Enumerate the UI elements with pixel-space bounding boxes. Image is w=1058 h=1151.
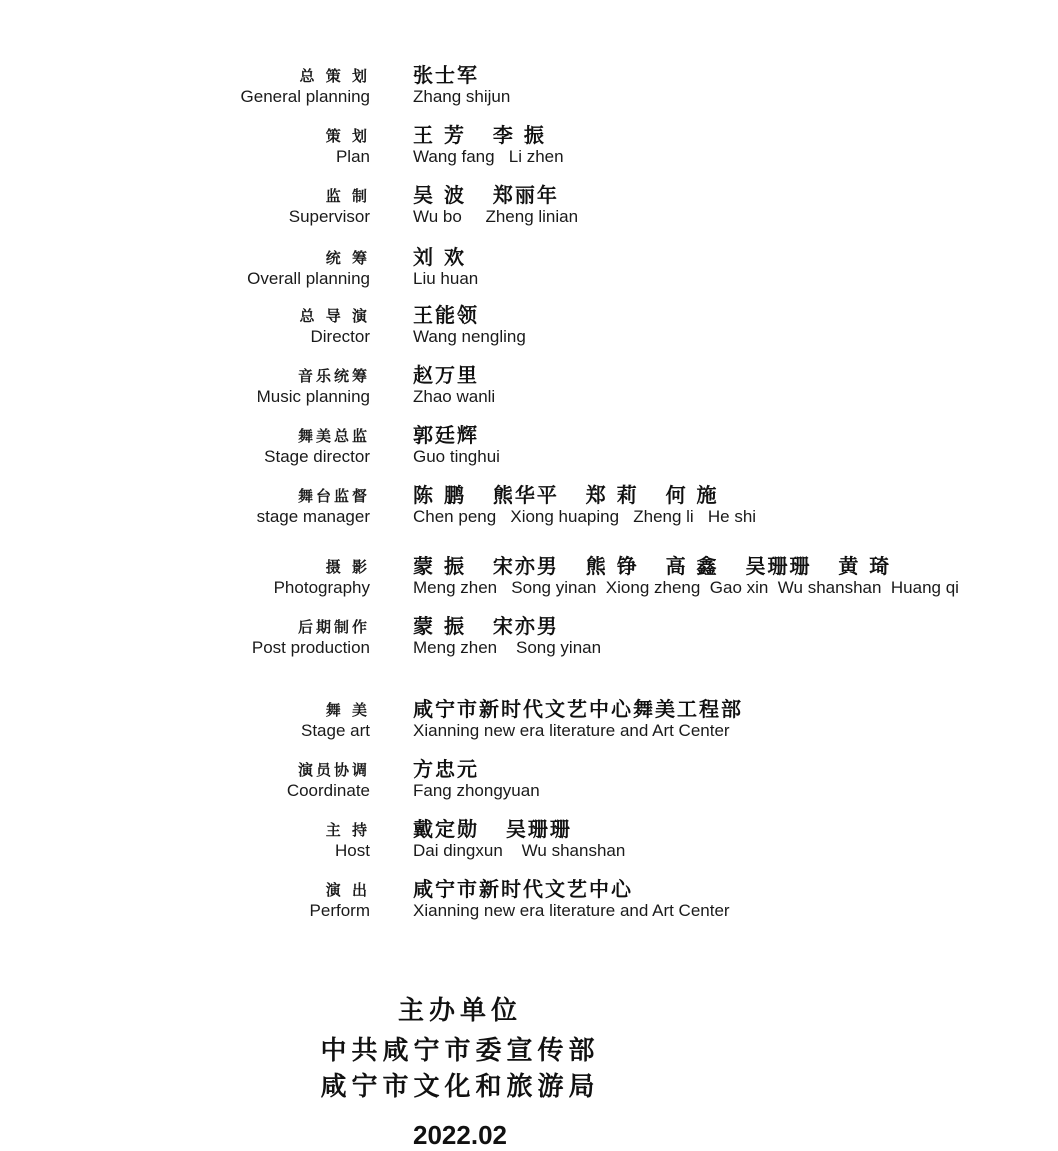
name-english: Guo tinghui [413,447,500,466]
name-chinese: 王能领 [413,303,479,327]
name-english: Dai dingxun Wu shanshan [413,841,626,860]
sponsor-heading: 主办单位 [397,996,522,1026]
role-chinese: 舞 美 [325,701,370,719]
name-chinese: 王 芳 李 振 [413,123,546,147]
credit-row-general-planning [0,65,1058,117]
role-chinese: 策 划 [325,127,370,145]
name-chinese: 咸宁市新时代文艺中心舞美工程部 [413,697,743,721]
name-chinese: 张士军 [413,63,479,87]
name-english: Fang zhongyuan [413,781,540,800]
role-english: Director [310,327,370,346]
role-english: Photography [273,578,370,597]
credit-row-photography [0,556,1058,608]
role-english: Host [335,841,370,860]
name-chinese: 蒙 振 宋亦男 熊 铮 高 鑫 吴珊珊 黄 琦 [413,554,892,578]
date-label: 2022.02 [413,1120,507,1150]
name-chinese: 赵万里 [413,363,479,387]
role-chinese: 演员协调 [297,761,370,779]
credit-row-post-production [0,616,1058,668]
name-english: Xianning new era literature and Art Center [413,721,730,740]
name-chinese: 陈 鹏 熊华平 郑 莉 何 施 [413,483,719,507]
role-chinese: 主 持 [325,821,370,839]
name-chinese: 方忠元 [413,757,479,781]
role-english: Stage director [264,447,370,466]
name-chinese: 郭廷辉 [413,423,479,447]
name-english: Wu bo Zheng linian [413,207,579,226]
credit-row-stage-art [0,699,1058,751]
sponsor-organization-culture-tourism: 咸宁市文化和旅游局 [320,1072,600,1102]
role-english: Perform [309,901,370,920]
credit-row-supervisor [0,185,1058,237]
role-english: Coordinate [286,781,370,800]
role-english: General planning [240,87,370,106]
role-english: Music planning [256,387,370,406]
credit-row-music-planning [0,365,1058,417]
credit-row-stage-director [0,425,1058,477]
name-chinese: 吴 波 郑丽年 [413,183,559,207]
sponsor-organization-publicity: 中共咸宁市委宣传部 [320,1036,600,1066]
credit-row-coordinate [0,759,1058,811]
role-chinese: 摄 影 [325,558,370,576]
role-chinese: 舞美总监 [297,427,370,445]
credit-row-director [0,305,1058,357]
name-chinese: 戴定勋 吴珊珊 [413,817,572,841]
credit-row-plan [0,125,1058,177]
name-english: Xianning new era literature and Art Center [413,901,730,920]
role-chinese: 舞台监督 [297,487,370,505]
name-english: Meng zhen Song yinan Xiong zheng Gao xin Wu shanshan Huang qi [413,578,959,597]
name-english: Zhang shijun [413,87,511,106]
role-english: Supervisor [288,207,370,226]
role-chinese: 总 策 划 [299,67,370,85]
name-english: Chen peng Xiong huaping Zheng li He shi [413,507,757,526]
credit-row-stage-manager [0,485,1058,537]
role-english: stage manager [256,507,370,526]
role-chinese: 音乐统筹 [297,367,370,385]
name-chinese: 蒙 振 宋亦男 [413,614,559,638]
name-english: Meng zhen Song yinan [413,638,602,657]
credit-row-perform [0,879,1058,931]
role-chinese: 演 出 [325,881,370,899]
credit-row-host [0,819,1058,871]
name-english: Zhao wanli [413,387,496,406]
role-english: Stage art [301,721,370,740]
role-chinese: 监 制 [325,187,370,205]
role-chinese: 后期制作 [297,618,370,636]
role-chinese: 统 筹 [325,249,370,267]
credit-row-overall-planning [0,247,1058,299]
name-english: Liu huan [413,269,479,288]
role-english: Overall planning [247,269,370,288]
role-chinese: 总 导 演 [299,307,370,325]
role-english: Post production [251,638,370,657]
name-chinese: 刘 欢 [413,245,466,269]
role-english: Plan [335,147,370,166]
name-english: Wang fang Li zhen [413,147,564,166]
name-english: Wang nengling [413,327,526,346]
name-chinese: 咸宁市新时代文艺中心 [413,877,633,901]
